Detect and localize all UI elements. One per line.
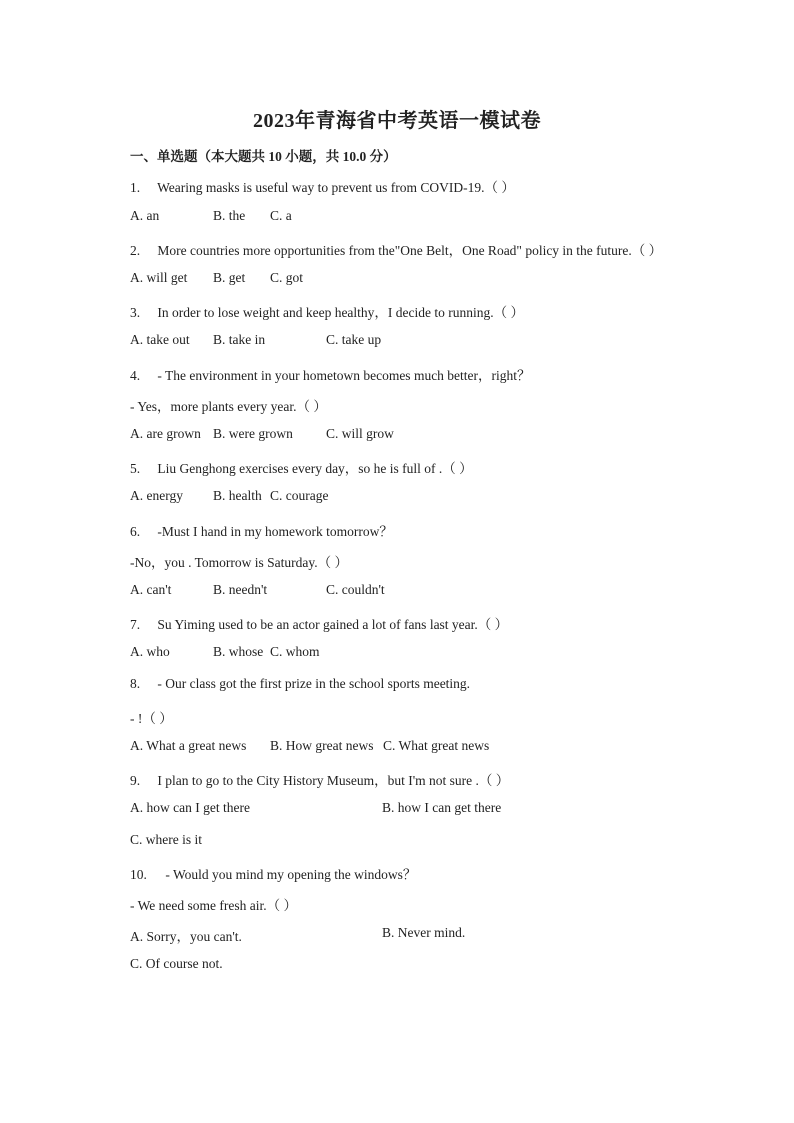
question-text: Wearing masks is useful way to prevent us from COVID-19.（ ） (157, 180, 515, 195)
question-8 (130, 676, 470, 692)
option-b: B. how I can get there (382, 800, 502, 815)
question-number: 2. (130, 243, 141, 258)
page-title: 2023年青海省中考英语一模试卷 (253, 110, 541, 132)
question-7 (130, 613, 508, 633)
question-text: - Our class got the first prize in the school sports meeting. (157, 676, 471, 691)
question-4 (130, 364, 531, 384)
question-number: 4. (130, 368, 141, 383)
question-text: More countries more opportunities from the"One Belt，One Road" policy in the future.（ ） (157, 243, 663, 258)
option-b: B. take in (213, 332, 266, 347)
option-c: C. where is it (130, 832, 202, 847)
question-number: 9. (130, 773, 141, 788)
question-text: I plan to go to the City History Museum，but I'm not sure .（ ） (157, 773, 510, 788)
question-text: - The environment in your hometown becomes much better，right？ (157, 368, 531, 383)
question-text: -Must I hand in my homework tomorrow？ (157, 524, 393, 539)
question-10-reply: - We need some fresh air.（ ） (130, 898, 297, 913)
option-b: B. needn't (213, 582, 268, 597)
option-b: B. Never mind. (382, 925, 466, 940)
question-6-reply: -No，you . Tomorrow is Saturday.（ ） (130, 555, 349, 570)
question-number: 5. (130, 461, 141, 476)
option-c: C. whom (270, 644, 320, 659)
question-5 (130, 457, 473, 477)
question-number: 7. (130, 617, 141, 632)
question-3 (130, 301, 524, 321)
question-number: 1. (130, 180, 141, 195)
question-text: Su Yiming used to be an actor gained a lot of fans last year.（ ） (157, 617, 509, 632)
option-a: A. how can I get there (130, 800, 250, 815)
option-b: B. the (213, 208, 246, 223)
option-b: B. health (213, 488, 262, 503)
option-c: C. take up (326, 332, 382, 347)
question-number: 8. (130, 676, 141, 691)
question-number: 6. (130, 524, 141, 539)
option-b: B. How great news (270, 738, 374, 753)
question-text: - Would you mind my opening the windows？ (165, 867, 417, 882)
option-a: A. take out (130, 332, 190, 347)
option-b: B. get (213, 270, 246, 285)
option-a: A. can't (130, 582, 172, 597)
option-a: A. are grown (130, 426, 201, 441)
option-c: C. will grow (326, 426, 394, 441)
question-8-reply: - !（ ） (130, 711, 173, 726)
question-2 (130, 239, 662, 259)
question-10 (130, 863, 416, 883)
question-6 (130, 520, 393, 540)
option-a: A. will get (130, 270, 188, 285)
option-c: C. a (270, 208, 292, 223)
option-c: C. Of course not. (130, 956, 223, 971)
section-heading: 一、单选题（本大题共 10 小题，共 10.0 分） (130, 149, 397, 164)
question-number: 10. (130, 867, 147, 882)
option-c: C. got (270, 270, 304, 285)
question-1 (130, 176, 515, 196)
question-4-reply: - Yes，more plants every year.（ ） (130, 399, 327, 414)
option-c: C. couldn't (326, 582, 385, 597)
question-9 (130, 769, 509, 789)
question-text: Liu Genghong exercises every day，so he is full of .（ ） (157, 461, 473, 476)
option-b: B. whose (213, 644, 264, 659)
question-text: In order to lose weight and keep healthy，I decide to running.（ ） (157, 305, 525, 320)
option-a: A. energy (130, 488, 183, 503)
option-a: A. Sorry，you can't. (130, 929, 242, 944)
option-a: A. who (130, 644, 170, 659)
option-c: C. courage (270, 488, 329, 503)
option-a: A. What a great news (130, 738, 247, 753)
option-c: C. What great news (383, 738, 490, 753)
option-a: A. an (130, 208, 160, 223)
option-b: B. were grown (213, 426, 293, 441)
question-number: 3. (130, 305, 141, 320)
